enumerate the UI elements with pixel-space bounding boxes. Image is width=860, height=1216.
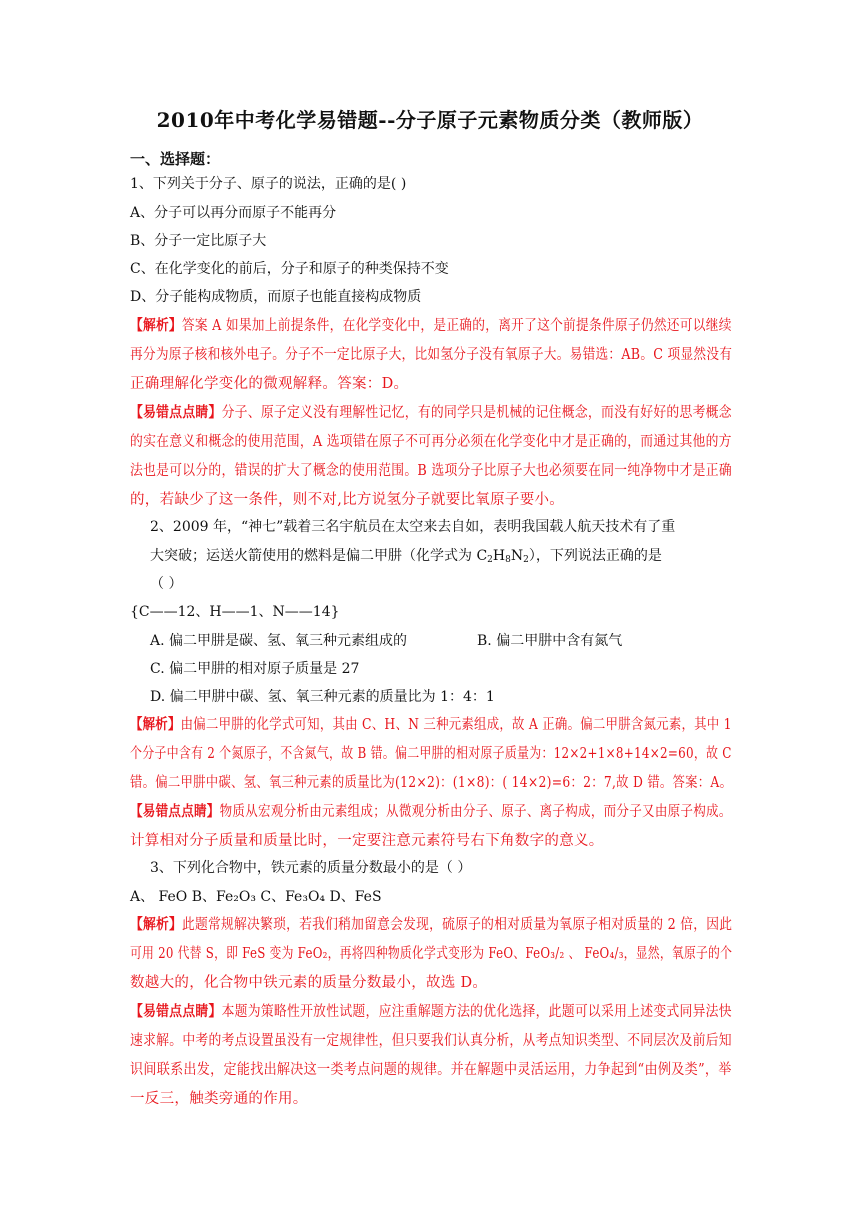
q3-tip-line-4: 一反三，触类旁通的作用。 — [130, 1091, 308, 1107]
q3-tip-line-2: 速求解。中考的考点设置虽没有一定规律性，但只要我们认真分析，从考点知识类型、不同层次及前后知 — [130, 1033, 732, 1049]
q1-analysis-line-2: 再分为原子核和核外电子。分子不一定比原子大，比如氢分子没有氧原子大。易错选：AB。C 项显然没有 — [130, 347, 733, 363]
q3-options: A、 FeO B、Fe₂O₃ C、Fe₃O₄ D、FeS — [130, 889, 382, 905]
q1-stem: 1、下列关于分子、原子的说法，正确的是( ) — [130, 176, 407, 192]
q2-tip-line-1: 【易错点点睛】物质从宏观分析由元素组成；从微观分析由分子、原子、离子构成，而分子又由原子构成。 — [130, 803, 732, 820]
q1-tip-line-3: 法也是可以分的，错误的扩大了概念的使用范围。B 选项分子比原子大也必须要在同一纯净物中才是正确 — [130, 463, 732, 479]
q1-tip-line-2: 的实在意义和概念的使用范围，A 选项错在原子不可再分必须在化学变化中才是正确的，而通过其他的方 — [130, 434, 732, 450]
analysis-tag: 【解析】 — [130, 317, 182, 334]
q1-tip-line-1: 【易错点点睛】分子、原子定义没有理解性记忆，有的同学只是机械的记住概念，而没有好好的思考概念 — [130, 404, 732, 421]
q3-analysis-line-3: 数越大的，化合物中铁元素的质量分数最小，故选 D。 — [130, 975, 488, 991]
q2-option-c: C. 偏二甲肼的相对原子质量是 27 — [150, 661, 360, 677]
page-title: 2010年中考化学易错题--分子原子元素物质分类（教师版） — [156, 108, 704, 132]
tip-tag: 【易错点点睛】 — [130, 803, 220, 820]
q1-option-d: D、分子能构成物质，而原子也能直接构成物质 — [130, 289, 422, 305]
q2-analysis-line-2: 个分子中含有 2 个氮原子，不含氮气，故 B 错。偏二甲肼的相对原子质量为：12×2+1×8+14×2=60，故 C — [130, 746, 732, 762]
q3-analysis-line-2: 可用 20 代替 S，即 FeS 变为 FeO₂，再将四种物质化学式变形为 FeO、FeO₃/₂ 、 FeO₄/₃，显然，氧原子的个 — [130, 946, 733, 962]
q3-tip-line-3: 识间联系出发，定能找出解决这一类考点问题的规律。并在解题中灵活运用，力争起到“由例及类”，举 — [130, 1062, 732, 1078]
q3-tip-line-1: 【易错点点睛】本题为策略性开放性试题，应注重解题方法的优化选择，此题可以采用上述变式同异法快 — [130, 1003, 732, 1020]
q1-option-a: A、分子可以再分而原子不能再分 — [130, 205, 337, 221]
q2-analysis-line-3: 错。偏二甲肼中碳、氢、氧三种元素的质量比为(12×2)：(1×8)：( 14×2)=6：2：7,故 D 错。答案：A。 — [130, 775, 733, 791]
analysis-tag: 【解析】 — [130, 716, 181, 733]
q2-option-b: B. 偏二甲肼中含有氮气 — [477, 633, 623, 649]
q2-answer-paren: （ ） — [150, 576, 183, 592]
analysis-tag: 【解析】 — [130, 916, 183, 933]
q3-analysis-line-1: 【解析】此题常规解决繁琐，若我们稍加留意会发现，硫原子的相对质量为氧原子相对质量的 2 倍，因此 — [130, 916, 733, 933]
q2-option-d: D. 偏二甲肼中碳、氢、氧三种元素的质量比为 1：4：1 — [150, 689, 495, 705]
q2-atomic-masses: {C——12、H——1、N——14} — [130, 604, 340, 620]
q2-analysis-line-1: 【解析】由偏二甲肼的化学式可知，其由 C、H、N 三种元素组成，故 A 正确。偏二甲肼含氮元素，其中 1 — [130, 716, 732, 733]
q1-option-c: C、在化学变化的前后，分子和原子的种类保持不变 — [130, 261, 449, 277]
q2-stem-line-1: 2、2009 年，“神七”载着三名宇航员在太空来去自如，表明我国载人航天技术有了重 — [150, 519, 676, 535]
q1-tip-line-4: 的，若缺少了这一条件，则不对,比方说氢分子就要比氧原子要小。 — [130, 492, 565, 508]
q2-stem-line-2: 大突破；运送火箭使用的燃料是偏二甲肼（化学式为 $C_2H_8N_2$），下列说法正确的是 — [150, 548, 662, 565]
q3-stem: 3、下列化合物中，铁元素的质量分数最小的是（ ） — [150, 860, 472, 876]
q2-option-a: A. 偏二甲肼是碳、氢、氧三种元素组成的 — [150, 633, 408, 649]
tip-tag: 【易错点点睛】 — [130, 1003, 222, 1020]
q2-tip-line-2: 计算相对分子质量和质量比时，一定要注意元素符号右下角数字的意义。 — [130, 833, 604, 849]
q1-analysis-line-3: 正确理解化学变化的微观解释。答案：D。 — [130, 376, 409, 392]
q1-analysis-line-1: 【解析】答案 A 如果加上前提条件，在化学变化中，是正确的，离开了这个前提条件原子仍然还可以继续 — [130, 317, 732, 334]
tip-tag: 【易错点点睛】 — [130, 404, 222, 421]
section-heading: 一、选择题： — [130, 150, 221, 168]
q1-option-b: B、分子一定比原子大 — [130, 233, 267, 249]
